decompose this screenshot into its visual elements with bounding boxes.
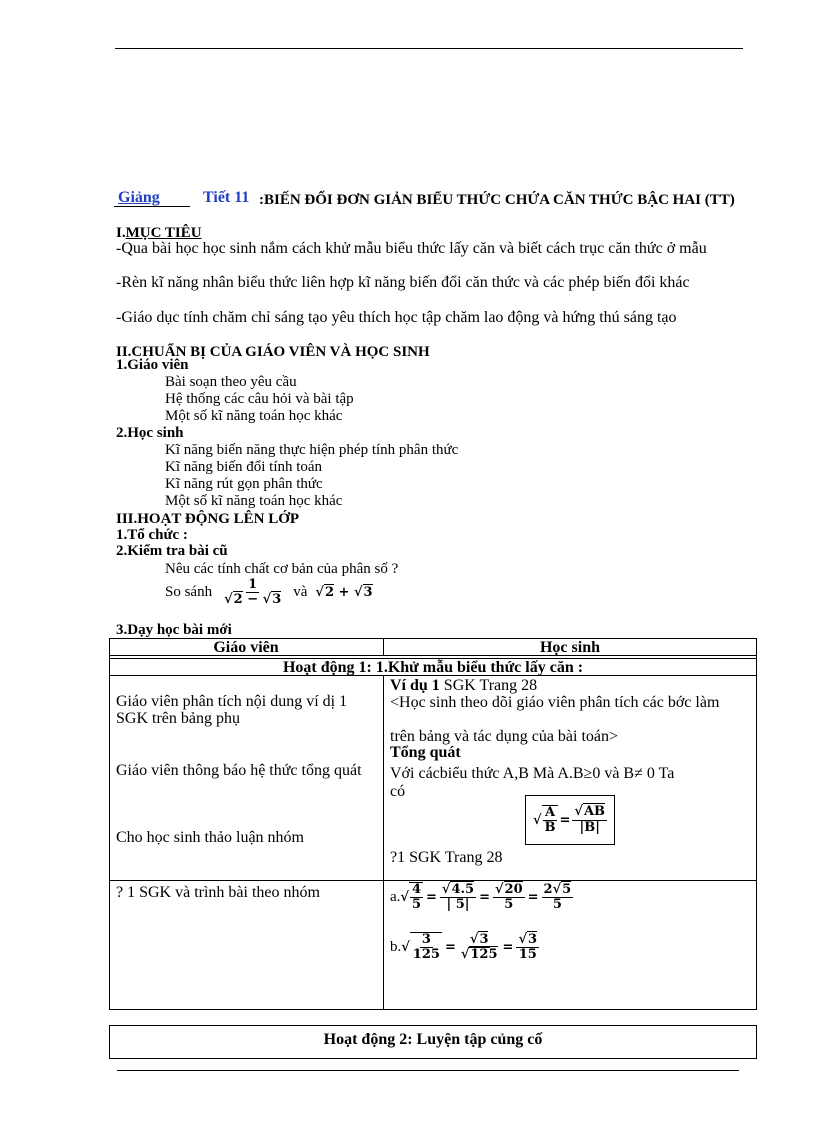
- teacher-step-2: Giáo viên thông báo hệ thức tổng quát: [116, 762, 362, 779]
- compare-fraction: $\frac{1}{√2 - √3}$: [224, 577, 282, 608]
- student-item: Một số kĩ năng toán học khác: [165, 493, 343, 509]
- objective-1: -Qua bài học học sinh nắm cách khử mẫu biểu thức lấy căn và biết cách trục căn thức ở mẫu: [116, 240, 707, 257]
- teacher-step-4: ? 1 SGK và trình bài theo nhóm: [116, 884, 320, 901]
- teacher-item: Bài soạn theo yêu cầu: [165, 374, 297, 390]
- col-student-header: Học sinh: [539, 639, 600, 656]
- teacher-heading: 1.Giáo viên: [116, 357, 189, 373]
- solution-a: a. √ $\frac{4}{5}$ = $\frac{√4.5}{| 5|}$ = $\frac{√20}{5}$ = $\frac{2√5}{5}$: [390, 881, 572, 913]
- lesson-number: Tiết 11: [203, 189, 250, 206]
- section-3-heading: III.HOẠT ĐỘNG LÊN LỚP: [116, 511, 300, 527]
- student-analyze: <Học sinh theo dõi giáo viên phân tích các bớc làm: [390, 694, 720, 711]
- student-analyze-2: trên bảng và tác dụng của bài toán>: [390, 728, 619, 745]
- general-co: có: [390, 783, 406, 800]
- check-question: Nêu các tính chất cơ bản của phân số ?: [165, 561, 399, 577]
- compare-label: So sánh: [165, 584, 213, 601]
- general-formula: √ $\frac{A}{B}$ = $\frac{√AB}{|B|}$: [525, 795, 615, 845]
- solution-b: b. √ $\frac{3}{125}$ = $\frac{√3}{√125}$ = $\frac{√3}{15}$: [390, 931, 538, 963]
- teacher-step-1: Giáo viên phân tích nội dung ví dị 1 SGK trên bảng phụ: [116, 693, 348, 727]
- general-heading: Tổng quát: [390, 744, 461, 761]
- student-item: Kĩ năng biến năng thực hiện phép tính phân thức: [165, 442, 459, 458]
- check-heading: 2.Kiểm tra bài cũ: [116, 543, 228, 559]
- question-1-ref: ?1 SGK Trang 28: [390, 849, 503, 866]
- objective-2: -Rèn kĩ năng nhân biểu thức liên hợp kĩ năng biến đổi căn thức và các phép biến đổi khác: [116, 274, 690, 291]
- giang-label: Giảng: [118, 189, 160, 206]
- compare-sum: √2 + √3: [315, 585, 373, 601]
- student-item: Kĩ năng biến đổi tính toán: [165, 459, 323, 475]
- student-item: Kĩ năng rút gọn phân thức: [165, 476, 323, 492]
- section-2-heading: II.CHUẨN BỊ CỦA GIÁO VIÊN VÀ HỌC SINH: [116, 344, 430, 360]
- top-rule: [115, 48, 743, 49]
- teacher-item: Một số kĩ năng toán học khác: [165, 408, 343, 424]
- section-1-heading: I.MỤC TIÊU: [116, 225, 202, 241]
- teacher-item: Hệ thống các câu hỏi và bài tập: [165, 391, 354, 407]
- student-heading: 2.Học sinh: [116, 425, 184, 441]
- example-1: Ví dụ 1 SGK Trang 28: [390, 677, 538, 694]
- teacher-step-3: Cho học sinh thảo luận nhóm: [116, 829, 304, 846]
- activity-2-heading: Hoạt động 2: Luyện tập củng cố: [323, 1031, 543, 1048]
- org-heading: 1.Tổ chức :: [116, 527, 188, 543]
- activity-1-heading: Hoạt động 1: 1.Khử mẫu biểu thức lấy căn :: [282, 659, 584, 676]
- bottom-rule: [117, 1070, 739, 1071]
- table-rule: [109, 880, 757, 881]
- objective-3: -Giáo dục tính chăm chỉ sáng tạo yêu thích học tập chăm lao động và hứng thú sáng tạo: [116, 309, 677, 326]
- giang-underline: [114, 206, 190, 207]
- compare-and: và: [293, 584, 308, 601]
- new-lesson-heading: 3.Dạy học bài mới: [116, 622, 232, 638]
- col-teacher-header: Giáo viên: [213, 639, 279, 656]
- table-column-divider: [383, 675, 384, 1010]
- compare-expression: [165, 578, 373, 608]
- lesson-title: :BIẾN ĐỔI ĐƠN GIẢN BIỂU THỨC CHỨA CĂN THỨC BẬC HAI (TT): [259, 192, 735, 208]
- general-condition: Với cácbiểu thức A,B Mà A.B≥0 và B≠ 0 Ta: [390, 765, 675, 782]
